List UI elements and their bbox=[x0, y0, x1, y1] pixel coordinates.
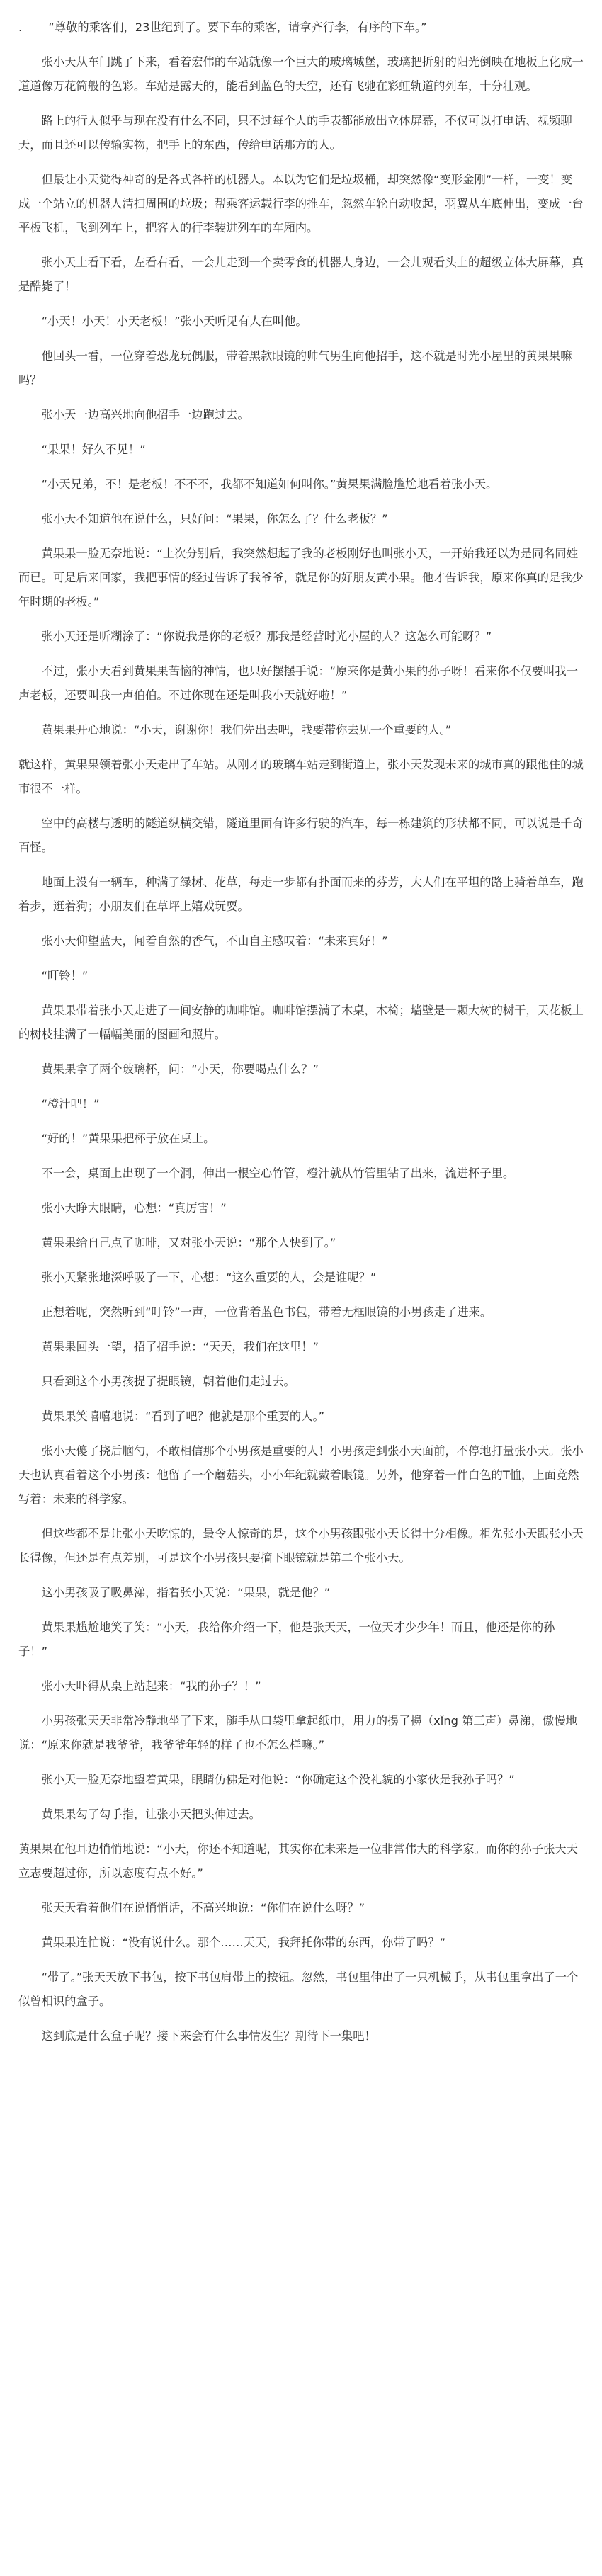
paragraph: 小男孩张天天非常冷静地坐了下来，随手从口袋里拿起纸巾，用力的擤了擤（xǐng 第三声）鼻涕，傲慢地说：“原来你就是我爷爷，我爷爷年轻的样子也不怎么样嘛。” bbox=[18, 1714, 577, 1752]
paragraph: “橙汁吧！” bbox=[41, 1097, 100, 1111]
paragraph: 张小天傻了挠后脑勺，不敢相信那个小男孩是重要的人！小男孩走到张小天面前，不停地打量张小天。张小天也认真看着这个小男孩：他留了一个蘑菇头，小小年纪就戴着眼镜。另外，他穿着一件白色的T恤，上面竟然写着：未来的科学家。 bbox=[18, 1444, 584, 1506]
paragraph: 黄果果回头一望，招了招手说：“天天，我们在这里！” bbox=[41, 1340, 319, 1354]
paragraph: 路上的行人似乎与现在没有什么不同，只不过每个人的手表都能放出立体屏幕，不仅可以打电话、视频聊天，而且还可以传输实物，把手上的东西，传给电话那方的人。 bbox=[18, 114, 572, 152]
paragraph: 地面上没有一辆车，种满了绿树、花草，每走一步都有扑面而来的芬芳，大人们在平坦的路上骑着单车，跑着步，逛着狗；小朋友们在草坪上嬉戏玩耍。 bbox=[18, 875, 584, 913]
paragraph: 张小天上看下看，左看右看，一会儿走到一个卖零食的机器人身边，一会儿观看头上的超级立体大屏幕，真是酷毙了！ bbox=[18, 256, 584, 293]
paragraph-text: “尊敬的乘客们，23世纪到了。要下车的乘客，请拿齐行李，有序的下车。” bbox=[48, 21, 427, 34]
paragraph: 黄果果开心地说：“小天，谢谢你！我们先出去吧，我要带你去见一个重要的人。” bbox=[41, 723, 452, 737]
paragraph: 只看到这个小男孩提了提眼镜，朝着他们走过去。 bbox=[41, 1375, 295, 1388]
paragraph: 不一会，桌面上出现了一个洞，伸出一根空心竹管，橙汁就从竹管里钻了出来，流进杯子里。 bbox=[41, 1167, 515, 1180]
paragraph: 张小天仰望蓝天，闻着自然的香气，不由自主感叹着：“未来真好！” bbox=[41, 934, 388, 948]
paragraph: 这到底是什么盒子呢？接下来会有什么事情发生？期待下一集吧！ bbox=[41, 2029, 376, 2043]
paragraph: 但最让小天觉得神奇的是各式各样的机器人。本以为它们是垃圾桶，却突然像“变形金刚”一样，一变！变成一个站立的机器人清扫周围的垃圾；帮乘客运载行李的推车，忽然车轮自动收起，羽翼从车底伸出，变成一台平板飞机，飞到列车上，把客人的行李装进列车的车厢内。 bbox=[18, 173, 584, 234]
paragraph: 黄果果带着张小天走进了一间安静的咖啡馆。咖啡馆摆满了木桌，木椅；墙壁是一颗大树的树干，天花板上的树枝挂满了一幅幅美丽的图画和照片。 bbox=[18, 1004, 584, 1041]
paragraph: 黄果果笑嘻嘻地说：“看到了吧？他就是那个重要的人。” bbox=[41, 1409, 325, 1423]
paragraph: “带了。”张天天放下书包，按下书包肩带上的按钮。忽然，书包里伸出了一只机械手，从书包里拿出了一个似曾相识的盒子。 bbox=[18, 1970, 579, 2008]
paragraph: “叮铃！” bbox=[41, 969, 89, 982]
paragraph: 空中的高楼与透明的隧道纵横交错，隧道里面有许多行驶的汽车，每一栋建筑的形状都不同，可以说是千奇百怪。 bbox=[18, 817, 584, 854]
paragraph: “果果！好久不见！” bbox=[41, 443, 146, 456]
paragraph: 黄果果在他耳边悄悄地说：“小天，你还不知道呢，其实你在未来是一位非常伟大的科学家。而你的孙子张天天立志要超过你，所以态度有点不好。” bbox=[18, 1842, 578, 1880]
paragraph: “好的！”黄果果把杯子放在桌上。 bbox=[41, 1132, 215, 1145]
paragraph: 不过，张小天看到黄果果苦恼的神情，也只好摆摆手说：“原来你是黄小果的孙子呀！看来你不仅要叫我一声老板，还要叫我一声伯伯。不过你现在还是叫我小天就好啦！” bbox=[18, 664, 578, 702]
paragraph: 张小天吓得从桌上站起来：“我的孙子？！” bbox=[41, 1679, 261, 1693]
paragraph: 张小天还是听糊涂了：“你说我是你的老板？那我是经营时光小屋的人？这怎么可能呀？” bbox=[41, 630, 492, 643]
paragraph: “小天兄弟，不！是老板！不不不，我都不知道如何叫你。”黄果果满脸尴尬地看着张小天。 bbox=[41, 477, 498, 491]
paragraph: 正想着呢，突然听到“叮铃”一声，一位背着蓝色书包，带着无框眼镜的小男孩走了进来。 bbox=[41, 1305, 492, 1319]
paragraph: 黄果果勾了勾手指，让张小天把头伸过去。 bbox=[41, 1808, 261, 1821]
paragraph: 黄果果尴尬地笑了笑：“小天，我给你介绍一下，他是张天天，一位天才少少年！而且，他还是你的孙子！” bbox=[18, 1621, 555, 1658]
paragraph bbox=[18, 16, 584, 40]
paragraph: 张小天睁大眼睛，心想：“真厉害！” bbox=[41, 1201, 227, 1215]
paragraph: 张小天不知道他在说什么，只好问：“果果，你怎么了？什么老板？” bbox=[41, 512, 388, 526]
paragraph: 黄果果给自己点了咖啡，又对张小天说：“那个人快到了。” bbox=[41, 1236, 336, 1249]
paragraph: 黄果果一脸无奈地说：“上次分别后，我突然想起了我的老板刚好也叫张小天，一开始我还以为是同名同姓而已。可是后来回家，我把事情的经过告诉了我爷爷，就是你的好朋友黄小果。他才告诉我，原来你真的是我少年时期的老板。” bbox=[18, 547, 584, 608]
paragraph: 但这些都不是让张小天吃惊的，最令人惊奇的是，这个小男孩跟张小天长得十分相像。祖先张小天跟张小天长得像，但还是有点差别，可是这个小男孩只要摘下眼镜就是第二个张小天。 bbox=[18, 1527, 584, 1565]
paragraph: “小天！小天！小天老板！”张小天听见有人在叫他。 bbox=[41, 314, 307, 328]
paragraph: 张小天一边高兴地向他招手一边跑过去。 bbox=[41, 408, 249, 421]
paragraph: 就这样，黄果果领着张小天走出了车站。从刚才的玻璃车站走到街道上，张小天发现未来的城市真的跟他住的城市很不一样。 bbox=[18, 758, 584, 795]
paragraph: 黄果果拿了两个玻璃杯，问：“小天，你要喝点什么？” bbox=[41, 1062, 319, 1076]
paragraph: 这小男孩吸了吸鼻涕，指着张小天说：“果果，就是他？” bbox=[41, 1586, 331, 1599]
paragraph: 他回头一看，一位穿着恐龙玩偶服，带着黑款眼镜的帅气男生向他招手，这不就是时光小屋里的黄果果嘛吗？ bbox=[18, 349, 572, 387]
paragraph: 张小天从车门跳了下来，看着宏伟的车站就像一个巨大的玻璃城堡，玻璃把折射的阳光倒映在地板上化成一道道像万花筒般的色彩。车站是露天的，能看到蓝色的天空，还有飞驰在彩虹轨道的列车，十分壮观。 bbox=[18, 55, 584, 93]
paragraph: 黄果果连忙说：“没有说什么。那个……天天，我拜托你带的东西，你带了吗？” bbox=[41, 1936, 446, 1949]
opening-marker: . bbox=[18, 21, 23, 34]
paragraph: 张天天看着他们在说悄悄话，不高兴地说：“你们在说什么呀？” bbox=[41, 1901, 365, 1914]
paragraph: 张小天一脸无奈地望着黄果，眼睛仿佛是对他说：“你确定这个没礼貌的小家伙是我孙子吗？” bbox=[41, 1773, 515, 1786]
paragraph: 张小天紧张地深呼吸了一下，心想：“这么重要的人，会是谁呢？” bbox=[41, 1271, 377, 1284]
